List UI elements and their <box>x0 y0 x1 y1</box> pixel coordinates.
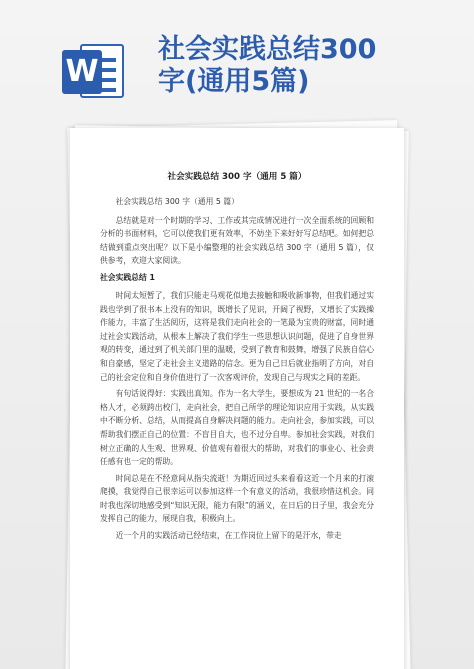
word-document-icon <box>62 40 124 102</box>
body-paragraph: 时间太短暂了，我们只能走马观花似地去接触和吸收新事物，但我们通过实践也学到了很书本上没有的知识，既增长了见识，开阔了视野，又增长了实践操作能力，丰富了生活阅历，这将是我们走向社会的一笔最为宝贵的财富，同时通过社会实践活动，从根本上解决了我们学生一些思想认识问题，促进了自身世界观的转变，通过到了机关部门里的温暖，受到了教育和鼓舞，增强了民族自信心和自豪感，坚定了走社会主义道路的信念。更为自己日后就业指明了方向，对自己的社会定位和自身价值进行了一次客观评价，发现自己与现实之间的差距。 <box>100 290 374 382</box>
document-title: 社会实践总结 300 字（通用 5 篇） <box>167 172 307 182</box>
document-page <box>70 128 404 669</box>
body-paragraph: 近一个月的实践活动已经结束，在工作岗位上留下的是汗水，带走 <box>115 531 342 541</box>
body-paragraph: 时间总是在不经意间从指尖流逝！为期近回过头来看看这近一个月来的打滚爬摸，我觉得自己很幸运可以参加这样一个有意义的活动，我很珍惜这机会。同时我也深切地感受到“知识无限，能力有限”的涵义，在日后的日子里，我会充分发挥自己的能力，展现自我，积极向上。 <box>100 473 374 524</box>
document-subtitle: 社会实践总结 300 字（通用 5 篇） <box>115 197 239 206</box>
section-heading: 社会实践总结 1 <box>100 272 155 282</box>
page-title: 社会实践总结300字(通用5篇) <box>158 34 377 97</box>
word-icon-letter: W <box>62 50 102 94</box>
intro-paragraph: 总结就是对一个时期的学习、工作或其完成情况进行一次全面系统的回顾和分析的书面材料，它可以使我们更有效率，不妨坐下来好好写总结吧。如何把总结做到重点突出呢？以下是小编整理的社会实践总结 300 字（通用 5 篇），仅供参考，欢迎大家阅读。 <box>100 215 374 266</box>
body-paragraph: 有句话说得好：实践出真知。作为一名大学生，要想成为 21 世纪的一名合格人才，必须跨出校门，走向社会，把自己所学的理论知识应用于实践，从实践中不断分析、总结，从而提高自身解决问题的能力。走向社会，参加实践，可以帮助我们摆正自己的位置：不盲目自大，也不过分自卑。参加社会实践，对我们树立正确的人生观、世界观、价值观有着很大的帮助，对我们的事业心、社会责任感有也一定的帮助。 <box>100 389 374 467</box>
